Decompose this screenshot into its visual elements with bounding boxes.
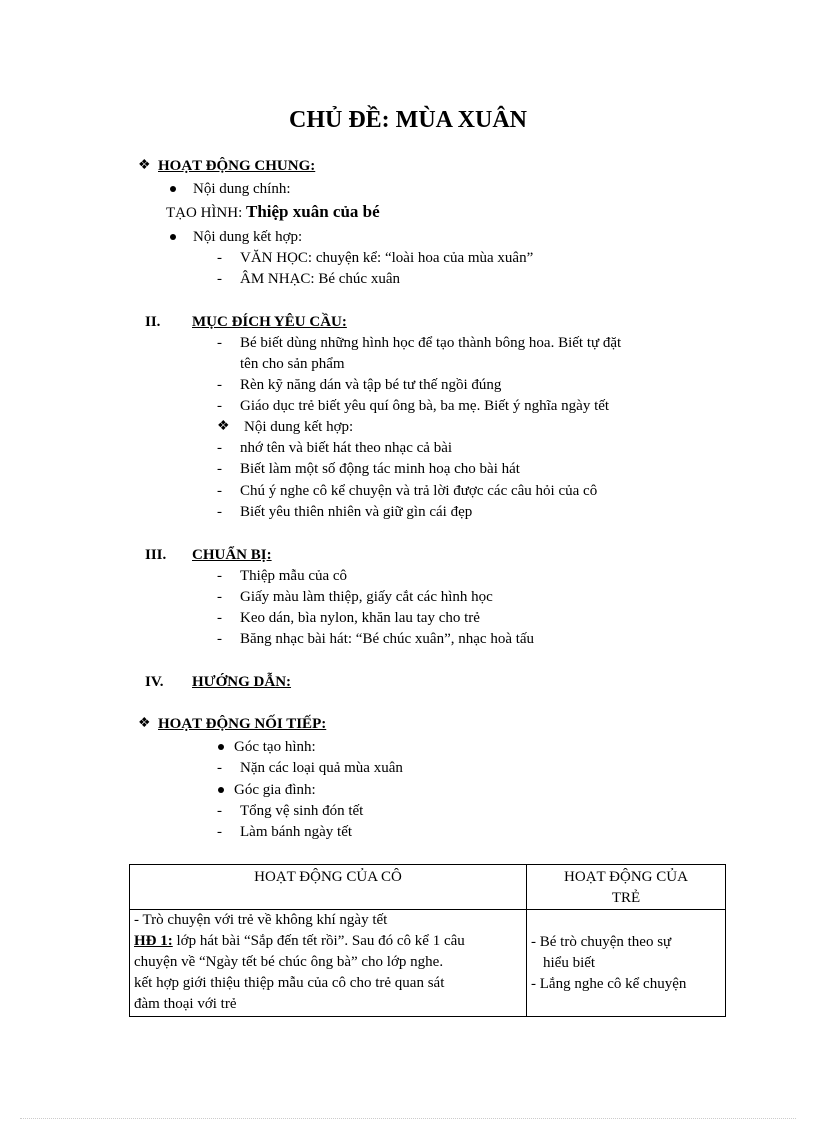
- list-item: Giấy màu làm thiệp, giấy cắt các hình học: [240, 589, 493, 605]
- teacher-line: kết hợp giới thiệu thiệp mẫu của cô cho trẻ quan sát: [134, 975, 445, 991]
- teacher-line: [134, 931, 522, 952]
- art-prefix: TẠO HÌNH:: [166, 205, 243, 221]
- sub-label: Nội dung kết hợp:: [244, 419, 354, 435]
- corner-label: Góc gia đình:: [234, 782, 316, 798]
- list-item: Biết làm một số động tác minh hoạ cho bài hát: [240, 461, 520, 477]
- list-item: Làm bánh ngày tết: [240, 824, 353, 840]
- teacher-line: - Trò chuyện với trẻ về không khí ngày tết: [134, 912, 388, 928]
- teacher-activity-cell: [130, 910, 527, 1017]
- dash-icon: -: [217, 504, 222, 520]
- list-item: ÂM NHẠC: Bé chúc xuân: [240, 271, 400, 287]
- dash-icon: -: [217, 461, 222, 477]
- dash-icon: -: [217, 610, 222, 626]
- child-line: - Lắng nghe cô kể chuyện: [531, 976, 687, 992]
- section-number: II.: [145, 314, 161, 330]
- bullet-icon: [218, 787, 224, 793]
- section-heading-preparation: CHUẨN BỊ:: [192, 547, 272, 563]
- dash-icon: -: [217, 589, 222, 605]
- combined-content-label: Nội dung kết hợp:: [193, 229, 303, 245]
- table-header-row: [130, 865, 726, 910]
- header-teacher-activity: HOẠT ĐỘNG CỦA CÔ: [130, 865, 527, 910]
- dash-icon: -: [217, 377, 222, 393]
- section-heading-general: HOẠT ĐỘNG CHUNG:: [158, 158, 316, 174]
- list-item: Rèn kỹ năng dán và tập bé tư thế ngồi đúng: [240, 377, 502, 393]
- activity-table: [129, 864, 726, 1017]
- child-line: hiểu biết: [543, 955, 596, 971]
- section-heading-followup: HOẠT ĐỘNG NỐI TIẾP:: [158, 716, 327, 732]
- table-row: [130, 910, 726, 1017]
- page-title: CHỦ ĐỀ: MÙA XUÂN: [289, 107, 527, 133]
- dash-icon: -: [217, 568, 222, 584]
- section-number: IV.: [145, 674, 164, 690]
- child-line: - Bé trò chuyện theo sự: [531, 934, 672, 950]
- art-line: [166, 202, 380, 223]
- list-item: Tổng vệ sinh đón tết: [240, 803, 364, 819]
- section-heading-objectives: MỤC ĐÍCH YÊU CẦU:: [192, 314, 347, 330]
- dash-icon: -: [217, 398, 222, 414]
- list-item: Nặn các loại quả mùa xuân: [240, 760, 403, 776]
- section-number: III.: [145, 547, 167, 563]
- header-child-line: TRẺ: [611, 890, 641, 906]
- dash-icon: -: [217, 803, 222, 819]
- dash-icon: -: [217, 631, 222, 647]
- corner-label: Góc tạo hình:: [234, 739, 316, 755]
- dash-icon: -: [217, 760, 222, 776]
- list-item: Bé biết dùng những hình học để tạo thành bông hoa. Biết tự đặt: [240, 335, 622, 351]
- hd1-label: HĐ 1:: [134, 933, 173, 949]
- header-child-activity: [527, 865, 726, 910]
- list-item: Biết yêu thiên nhiên và giữ gìn cái đẹp: [240, 504, 473, 520]
- dash-icon: -: [217, 250, 222, 266]
- list-item: nhớ tên và biết hát theo nhạc cả bài: [240, 440, 453, 456]
- list-item: VĂN HỌC: chuyện kể: “loài hoa của mùa xuân”: [240, 250, 534, 266]
- diamond-bullet-icon: ❖: [138, 158, 151, 173]
- page-bottom-border: [20, 1118, 796, 1119]
- section-heading-guidance: HƯỚNG DẪN:: [192, 674, 292, 690]
- hd1-text: lớp hát bài “Sắp đến tết rồi”. Sau đó cô kể 1 câu: [172, 933, 465, 949]
- list-item: Băng nhạc bài hát: “Bé chúc xuân”, nhạc hoà tấu: [240, 631, 535, 647]
- diamond-bullet-icon: ❖: [217, 419, 230, 434]
- dash-icon: -: [217, 440, 222, 456]
- main-content-label: Nội dung chính:: [193, 181, 291, 197]
- list-item: Giáo dục trẻ biết yêu quí ông bà, ba mẹ. Biết ý nghĩa ngày tết: [240, 398, 610, 414]
- list-item: Chú ý nghe cô kể chuyện và trả lời được các câu hỏi của cô: [240, 483, 598, 499]
- list-item-continuation: tên cho sản phẩm: [240, 356, 345, 372]
- bullet-icon: [170, 234, 176, 240]
- child-activity-cell: [527, 910, 726, 1017]
- dash-icon: -: [217, 483, 222, 499]
- dash-icon: -: [217, 271, 222, 287]
- list-item: Keo dán, bìa nylon, khăn lau tay cho trẻ: [240, 610, 480, 626]
- dash-icon: -: [217, 824, 222, 840]
- list-item: Thiệp mẫu của cô: [240, 568, 348, 584]
- bullet-icon: [170, 186, 176, 192]
- bullet-icon: [218, 744, 224, 750]
- header-child-line: HOẠT ĐỘNG CỦA: [564, 869, 688, 885]
- teacher-line: chuyện về “Ngày tết bé chúc ông bà” cho lớp nghe.: [134, 954, 444, 970]
- diamond-bullet-icon: ❖: [138, 716, 151, 731]
- art-title: Thiệp xuân của bé: [246, 202, 380, 221]
- dash-icon: -: [217, 335, 222, 351]
- teacher-line: đàm thoại với trẻ: [134, 996, 237, 1012]
